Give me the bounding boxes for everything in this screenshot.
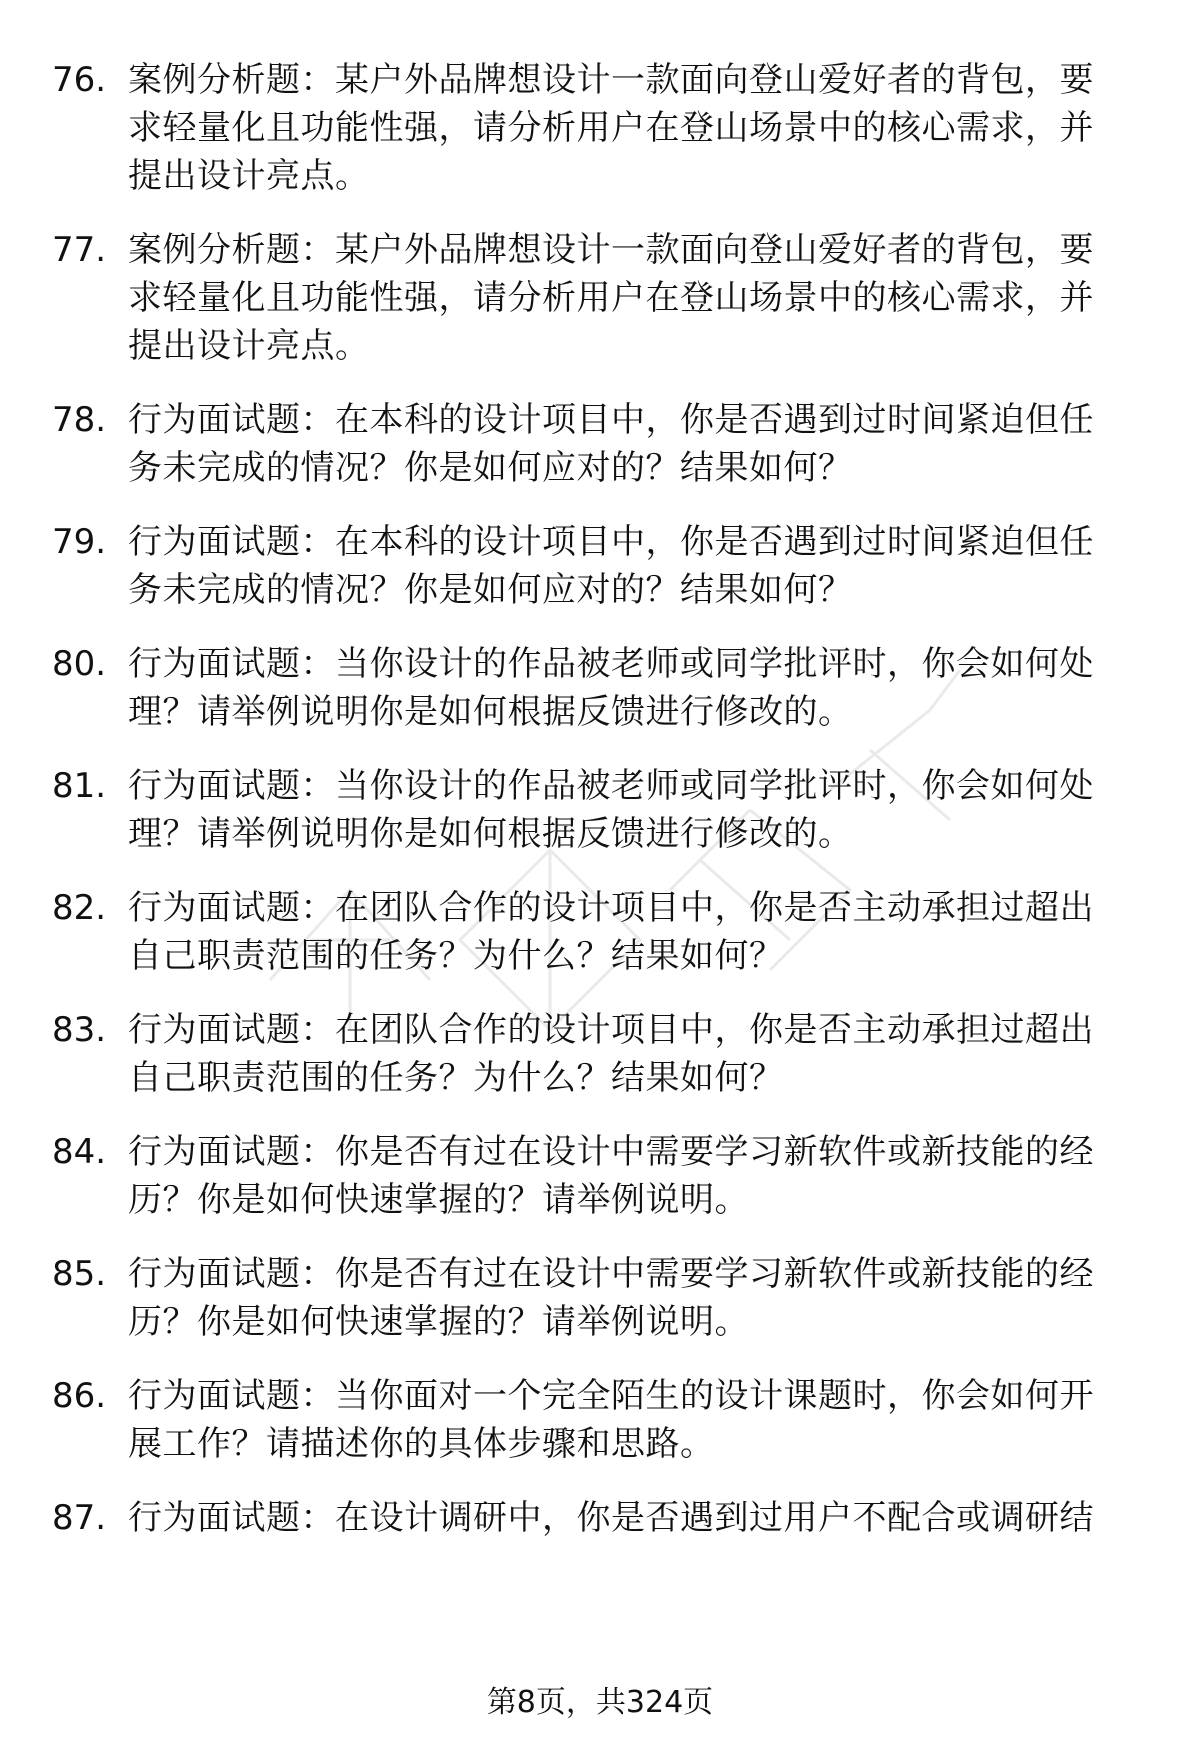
question-text-line: 行为面试题：你是否有过在设计中需要学习新软件或新技能的经 [128, 1132, 1094, 1172]
page-footer: 第8页，共324页 [486, 1685, 714, 1720]
question-item [0, 396, 1200, 492]
question-number: 86. [52, 1376, 107, 1416]
question-number: 87. [52, 1498, 107, 1538]
question-text-line: 提出设计亮点。 [128, 326, 370, 366]
question-text-line: 务未完成的情况？你是如何应对的？结果如何？ [128, 448, 853, 488]
question-item [0, 226, 1200, 370]
question-text-line: 行为面试题：在团队合作的设计项目中，你是否主动承担过超出 [128, 1010, 1094, 1050]
question-text [128, 1128, 1138, 1224]
question-number: 82. [52, 888, 107, 928]
question-text-line: 行为面试题：在设计调研中，你是否遇到过用户不配合或调研结 [128, 1498, 1094, 1538]
question-text [128, 1372, 1138, 1468]
question-text-line: 行为面试题：在团队合作的设计项目中，你是否主动承担过超出 [128, 888, 1094, 928]
question-number: 76. [52, 60, 107, 100]
question-text-line: 自己职责范围的任务？为什么？结果如何？ [128, 1058, 784, 1098]
question-item [0, 640, 1200, 736]
question-text-line: 自己职责范围的任务？为什么？结果如何？ [128, 936, 784, 976]
question-number: 80. [52, 644, 107, 684]
question-text-line: 行为面试题：当你设计的作品被老师或同学批评时，你会如何处 [128, 766, 1094, 806]
question-number: 78. [52, 400, 107, 440]
question-number: 85. [52, 1254, 107, 1294]
question-number: 81. [52, 766, 107, 806]
question-text [128, 884, 1138, 980]
question-text [128, 1006, 1138, 1102]
question-text-line: 求轻量化且功能性强，请分析用户在登山场景中的核心需求，并 [128, 278, 1094, 318]
question-item [0, 1250, 1200, 1346]
question-text [128, 762, 1138, 858]
question-number: 77. [52, 230, 107, 270]
question-text [128, 640, 1138, 736]
question-text-line: 行为面试题：当你面对一个完全陌生的设计课题时，你会如何开 [128, 1376, 1094, 1416]
question-text-line: 求轻量化且功能性强，请分析用户在登山场景中的核心需求，并 [128, 108, 1094, 148]
question-text-line: 行为面试题：在本科的设计项目中，你是否遇到过时间紧迫但任 [128, 522, 1094, 562]
question-text-line: 案例分析题：某户外品牌想设计一款面向登山爱好者的背包，要 [128, 230, 1094, 270]
question-text-line: 历？你是如何快速掌握的？请举例说明。 [128, 1302, 749, 1342]
question-number: 83. [52, 1010, 107, 1050]
question-text-line: 行为面试题：你是否有过在设计中需要学习新软件或新技能的经 [128, 1254, 1094, 1294]
question-text-line: 历？你是如何快速掌握的？请举例说明。 [128, 1180, 749, 1220]
question-item [0, 56, 1200, 200]
question-text-line: 行为面试题：在本科的设计项目中，你是否遇到过时间紧迫但任 [128, 400, 1094, 440]
question-text [128, 396, 1138, 492]
question-text [128, 518, 1138, 614]
question-item [0, 518, 1200, 614]
question-number: 84. [52, 1132, 107, 1172]
question-text [128, 1494, 1138, 1542]
question-item [0, 762, 1200, 858]
question-item [0, 884, 1200, 980]
question-item [0, 1128, 1200, 1224]
question-text [128, 1250, 1138, 1346]
question-number: 79. [52, 522, 107, 562]
question-text-line: 提出设计亮点。 [128, 156, 370, 196]
question-text-line: 展工作？请描述你的具体步骤和思路。 [128, 1424, 715, 1464]
question-text [128, 56, 1138, 200]
question-item [0, 1494, 1200, 1542]
question-text-line: 理？请举例说明你是如何根据反馈进行修改的。 [128, 814, 853, 854]
question-text-line: 务未完成的情况？你是如何应对的？结果如何？ [128, 570, 853, 610]
question-item [0, 1006, 1200, 1102]
question-item [0, 1372, 1200, 1468]
question-text [128, 226, 1138, 370]
question-text-line: 行为面试题：当你设计的作品被老师或同学批评时，你会如何处 [128, 644, 1094, 684]
question-text-line: 案例分析题：某户外品牌想设计一款面向登山爱好者的背包，要 [128, 60, 1094, 100]
question-list [0, 56, 1200, 1568]
question-text-line: 理？请举例说明你是如何根据反馈进行修改的。 [128, 692, 853, 732]
